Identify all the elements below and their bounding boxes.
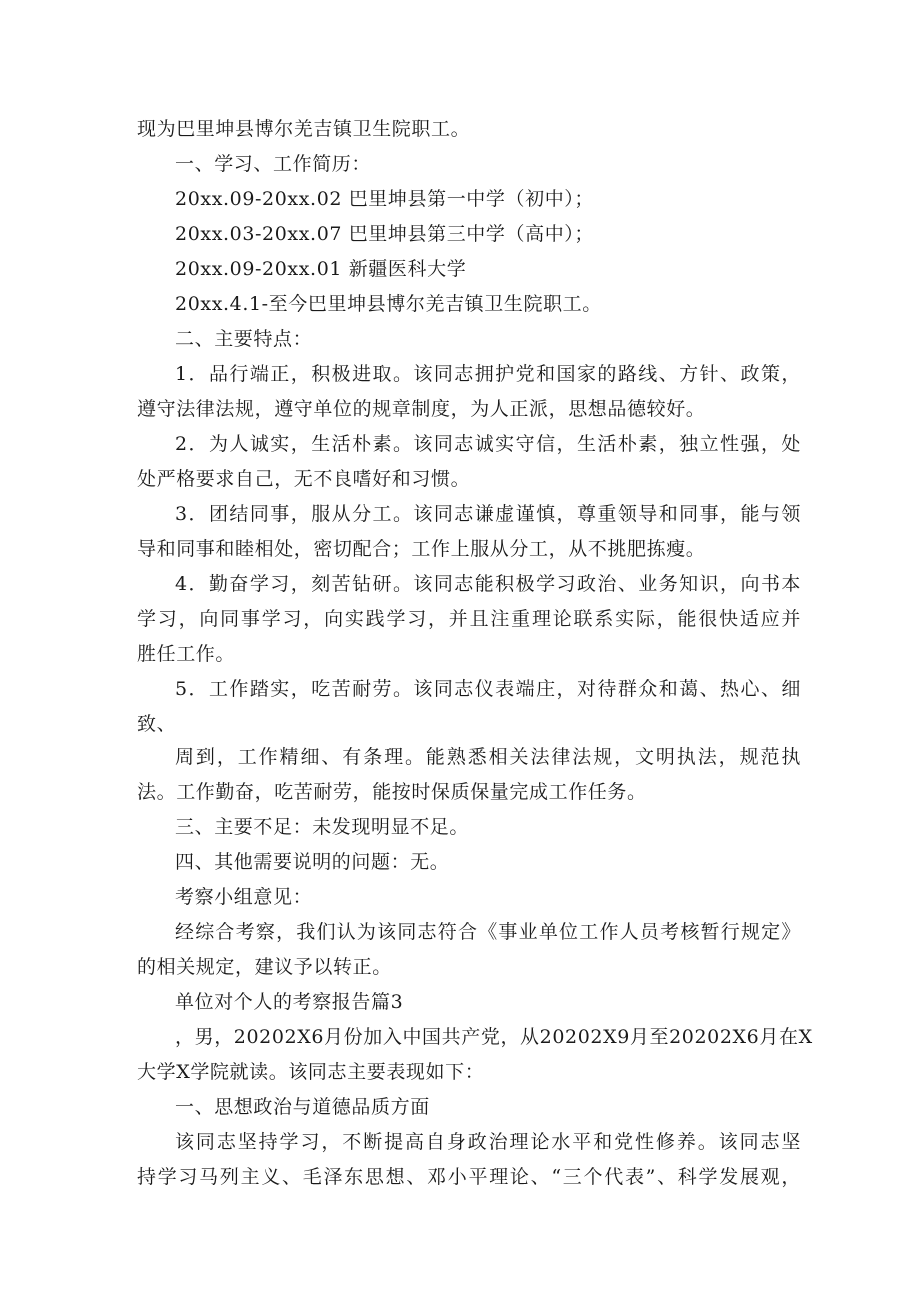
- text-line: 该同志坚持学习，不断提高自身政治理论水平和党性修养。该同志坚: [175, 1131, 801, 1153]
- resume-entry: 20xx.09-20xx.02 巴里坤县第一中学（初中）；: [175, 188, 595, 210]
- section-title: 单位对个人的考察报告篇3: [175, 991, 404, 1013]
- text-line: 3．团结同事，服从分工。该同志谦虚谨慎，尊重领导和同事，能与领: [175, 503, 801, 525]
- text-line: 2．为人诚实，生活朴素。该同志诚实守信，生活朴素，独立性强，处: [175, 433, 801, 455]
- text-line: 持学习马列主义、毛泽东思想、邓小平理论、“三个代表”、科学发展观，: [137, 1166, 801, 1188]
- text-line: 处严格要求自己，无不良嗜好和习惯。: [137, 468, 471, 490]
- resume-entry: 20xx.09-20xx.01 新疆医科大学: [175, 258, 467, 280]
- section-heading: 三、主要不足：未发现明显不足。: [175, 816, 470, 838]
- text-line: 大学X学院就读。该同志主要表现如下：: [137, 1061, 485, 1083]
- section-heading: 考察小组意见：: [175, 886, 313, 908]
- text-line: 5．工作踏实，吃苦耐劳。该同志仪表端庄，对待群众和蔼、热心、细: [175, 678, 801, 700]
- text-line: 导和同事和睦相处，密切配合；工作上服从分工，从不挑肥拣瘦。: [137, 538, 706, 560]
- text-line: 1．品行端正，积极进取。该同志拥护党和国家的路线、方针、政策，: [175, 363, 801, 385]
- text-line: 致、: [137, 713, 177, 735]
- resume-entry: 20xx.03-20xx.07 巴里坤县第三中学（高中）；: [175, 223, 595, 245]
- text-line: 经综合考察，我们认为该同志符合《事业单位工作人员考核暂行规定》: [175, 921, 801, 943]
- text-line: 的相关规定，建议予以转正。: [137, 956, 392, 978]
- text-line: ，男，20202X6月份加入中国共产党，从20202X9月至20202X6月在X: [175, 1026, 813, 1048]
- text-line: 遵守法律法规，遵守单位的规章制度，为人正派，思想品德较好。: [137, 398, 706, 420]
- section-heading: 一、思想政治与道德品质方面: [175, 1096, 430, 1118]
- section-heading: 四、其他需要说明的问题：无。: [175, 851, 450, 873]
- text-line: 法。工作勤奋，吃苦耐劳，能按时保质保量完成工作任务。: [137, 781, 647, 803]
- text-line: 胜任工作。: [137, 643, 236, 665]
- section-heading: 一、学习、工作简历：: [175, 153, 372, 175]
- section-heading: 二、主要特点：: [175, 328, 313, 350]
- text-line: 4．勤奋学习，刻苦钻研。该同志能积极学习政治、业务知识，向书本: [175, 573, 801, 595]
- text-line: 周到，工作精细、有条理。能熟悉相关法律法规，文明执法，规范执: [175, 746, 801, 768]
- text-line: 现为巴里坤县博尔羌吉镇卫生院职工。: [137, 118, 471, 140]
- resume-entry: 20xx.4.1-至今巴里坤县博尔羌吉镇卫生院职工。: [175, 293, 602, 315]
- text-line: 学习，向同事学习，向实践学习，并且注重理论联系实际，能很快适应并: [137, 608, 801, 630]
